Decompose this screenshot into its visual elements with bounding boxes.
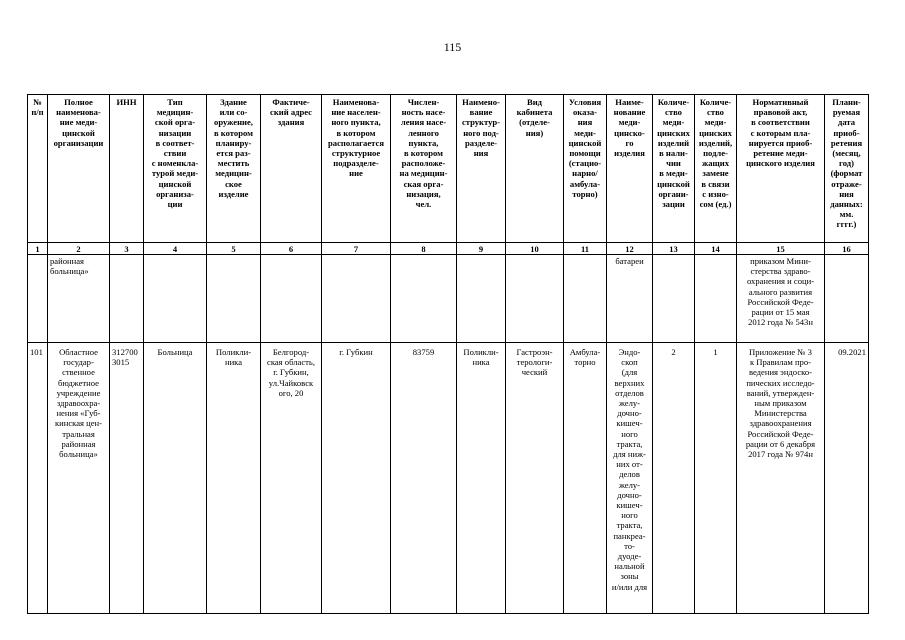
cell-cabinet: Гастроэн- терологи- ческий <box>506 343 564 614</box>
cell-building <box>207 255 261 343</box>
equipment-table <box>27 94 869 614</box>
header-cell: Количе- ство меди- цинских изделий в нали- чии в меди- цинской органи- зации <box>653 95 695 243</box>
cell-qty-available: 2 <box>653 343 695 614</box>
column-number: 15 <box>737 243 825 255</box>
column-number: 11 <box>564 243 607 255</box>
cell-address: Белгород- ская область, г. Губкин, ул.Чайковск ого, 20 <box>261 343 322 614</box>
header-cell: Тип медицин- ской орга- низации в соответ- ствии с номенкла- турой меди- цинской организа- ции <box>144 95 207 243</box>
header-cell: Вид кабинета (отделе- ния) <box>506 95 564 243</box>
column-number: 12 <box>607 243 653 255</box>
column-number: 10 <box>506 243 564 255</box>
header-cell: Фактиче- ский адрес здания <box>261 95 322 243</box>
column-number: 7 <box>322 243 391 255</box>
cell-unit <box>457 255 506 343</box>
table-row-continuation <box>28 255 869 343</box>
column-number: 8 <box>391 243 457 255</box>
cell-population <box>391 255 457 343</box>
cell-unit: Поликли- ника <box>457 343 506 614</box>
column-number: 13 <box>653 243 695 255</box>
cell-inn <box>110 255 144 343</box>
header-cell: Наиме- нование меди- цинско- го изделия <box>607 95 653 243</box>
cell-device: Эндо- скоп (для верхних отделов желу- дочно- кишеч- ного тракта, для ниж- них от- делов желу- дочно- кишеч- ного тракта, панкреа- то- дуоде- нальной зоны и/или для <box>607 343 653 614</box>
header-cell: Полное наименова- ние меди- цинской организации <box>48 95 110 243</box>
cell-organization: Областное государ- ственное бюджетное учреждение здравоохра- нения «Губ- кинская цен- тральная районная больница» <box>48 343 110 614</box>
column-number: 4 <box>144 243 207 255</box>
column-number: 6 <box>261 243 322 255</box>
cell-cabinet <box>506 255 564 343</box>
header-cell: № п/п <box>28 95 48 243</box>
cell-type: Больница <box>144 343 207 614</box>
column-number: 3 <box>110 243 144 255</box>
cell-qty-replace: 1 <box>695 343 737 614</box>
column-number: 14 <box>695 243 737 255</box>
column-number: 16 <box>825 243 869 255</box>
column-number: 1 <box>28 243 48 255</box>
cell-population: 83759 <box>391 343 457 614</box>
cell-conditions <box>564 255 607 343</box>
header-cell: Нормативный правовой акт, в соответствии с которым пла- нируется приоб- ретение меди- цинского изделия <box>737 95 825 243</box>
cell-locality <box>322 255 391 343</box>
cell-legal-act: Приложение № 3 к Правилам про- ведения эндоско- пических исследо- ваний, утвержден- ным приказом Министерства здравоохранения Российской Феде- рации от 6 декабря 2017 года № 974н <box>737 343 825 614</box>
cell-locality: г. Губкин <box>322 343 391 614</box>
cell-type <box>144 255 207 343</box>
column-number: 5 <box>207 243 261 255</box>
cell-address <box>261 255 322 343</box>
header-cell: ИНН <box>110 95 144 243</box>
header-row <box>28 95 869 243</box>
header-cell: Наименова- ние населен- ного пункта, в котором располагается структурное подразделе- ние <box>322 95 391 243</box>
cell-qty-replace <box>695 255 737 343</box>
header-cell: Наимено- вание структур- ного под- разделе- ния <box>457 95 506 243</box>
header-cell: Условия оказа- ния меди- цинской помощи (стацио- нарно/ амбула- торно) <box>564 95 607 243</box>
column-number-row <box>28 243 869 255</box>
cell-date <box>825 255 869 343</box>
cell-date: 09.2021 <box>825 343 869 614</box>
cell-num: 101 <box>28 343 48 614</box>
cell-qty-available <box>653 255 695 343</box>
header-cell: Плани- руемая дата приоб- ретения (месяц, год) (формат отраже- ния данных: мм. гггг.) <box>825 95 869 243</box>
header-cell: Здание или со- оружение, в котором планиру- ется раз- местить медицин- ское изделие <box>207 95 261 243</box>
column-number: 9 <box>457 243 506 255</box>
table-row-101 <box>28 343 869 614</box>
header-cell: Числен- ность насе- ления насе- ленного пункта, в котором расположе- на медицин- ская орга- низация, чел. <box>391 95 457 243</box>
page-number: 115 <box>443 40 462 54</box>
cell-inn: 312700 3015 <box>110 343 144 614</box>
column-number: 2 <box>48 243 110 255</box>
header-cell: Количе- ство меди- цинских изделий, подле- жащих замене в связи с изно- сом (ед.) <box>695 95 737 243</box>
cell-building: Поликли- ника <box>207 343 261 614</box>
cell-device: батареи <box>607 255 653 343</box>
cell-organization: районная больница» <box>48 255 110 343</box>
cell-legal-act: приказом Мини- стерства здраво- охранения и соци- ального развития Российской Феде- рации от 15 мая 2012 года № 543н <box>737 255 825 343</box>
cell-conditions: Амбула- торно <box>564 343 607 614</box>
cell-num <box>28 255 48 343</box>
